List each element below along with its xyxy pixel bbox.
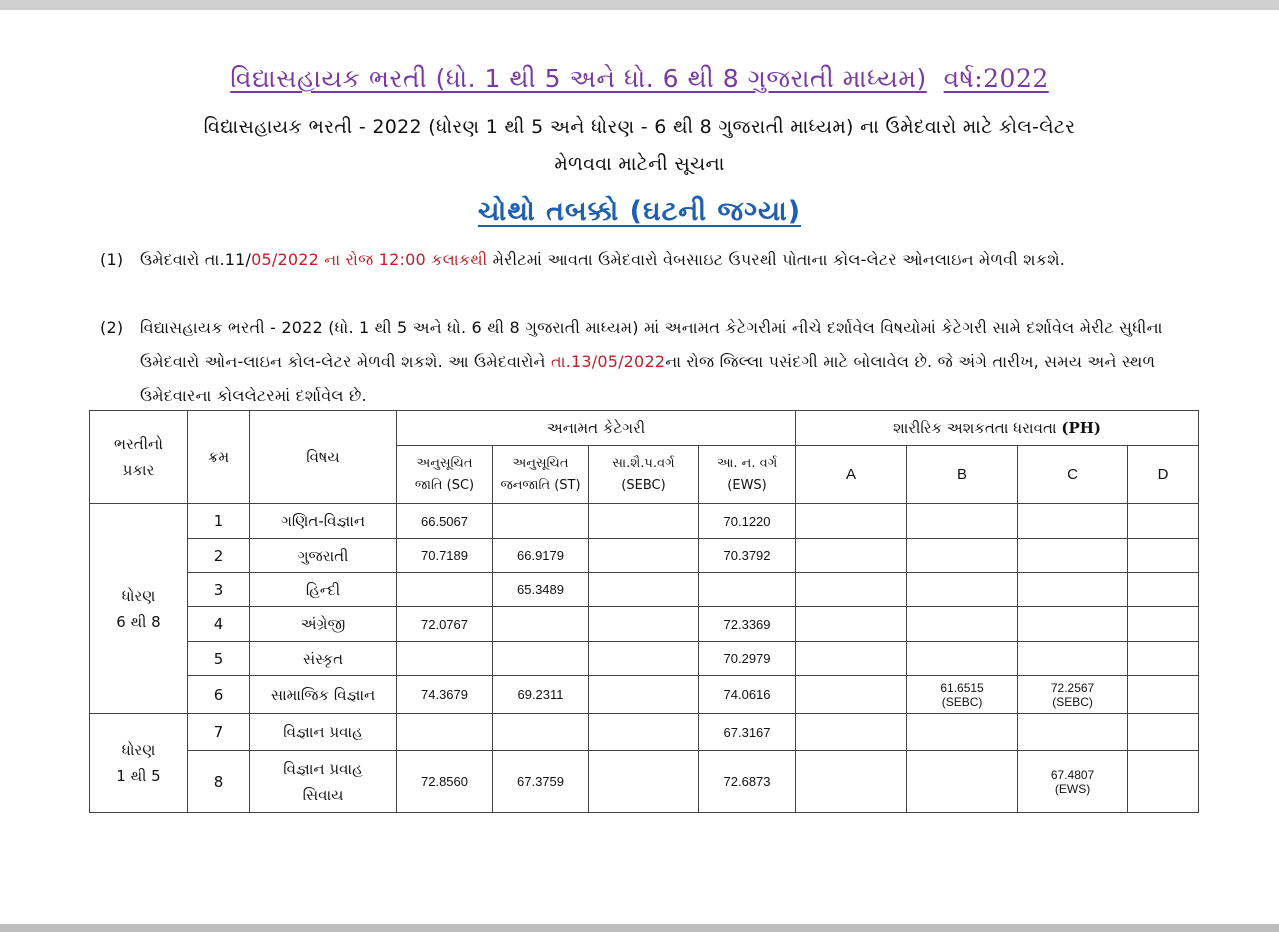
instruction-2-number: (2) [100,318,124,337]
cell-ph-c-note: (SEBC) [1052,694,1093,709]
cell-ph-a [796,642,907,676]
table-row [90,676,1199,714]
cell-ews: 74.0616 [699,676,796,714]
cell-ph-b-value: 61.6515 [940,680,984,695]
cell-sebc [589,573,699,607]
cell-st: 65.3489 [493,573,589,607]
cell-st: 66.9179 [493,539,589,573]
table-row [90,539,1199,573]
header-sc-line-1: અનુસૂચિત [416,455,473,471]
cell-subject: અંગ્રેજી [250,607,397,642]
table-row [90,642,1199,676]
header-sebc-line-2: (SEBC) [621,477,666,493]
cell-ph-d [1128,504,1199,539]
instruction-1-part-c: મેરીટમાં આવતા ઉમેદવારો વેબસાઇટ ઉપરથી પોતાના કોલ-લેટર ઓનલાઇન મેળવી શકશે. [487,250,1066,269]
table-header-row-1 [90,411,1199,446]
header-type-line-2: પ્રકાર [122,461,155,479]
cell-st [493,607,589,642]
table-row [90,573,1199,607]
cell-subject [250,751,397,813]
cell-st [493,642,589,676]
cell-sc: 66.5067 [397,504,493,539]
cell-sebc [589,539,699,573]
header-ews-line-2: (EWS) [727,477,767,493]
cell-st: 67.3759 [493,751,589,813]
cell-sc [397,573,493,607]
cell-sc: 74.3679 [397,676,493,714]
header-st-line-2: જનજાતિ (ST) [500,477,581,493]
cell-ph-c [1018,714,1128,751]
header-ph-text: શારીરિક અશકતતા ધરાવતા [893,419,1057,437]
merit-table [89,410,1199,813]
cell-sr: 8 [188,751,250,813]
cell-ews: 72.6873 [699,751,796,813]
instruction-2-part-a: વિદ્યાસહાયક ભરતી - 2022 (ધો. 1 થી 5 અને ધો. 6 થી 8 ગુજરાતી માધ્યમ) માં અનામત કેટેગરીમાં નીચે દર્શાવેલ વિષયોમાં કેટેગરી સામે દર્શાવેલ મેરીટ સુધીના ઉમેદવારો ઓન-લાઇન કોલ-લેટર મેળવી શકશે. આ ઉમેદવારોને [140,318,1163,371]
instruction-1-date: 05/2022 ના રોજ 12:00 કલાકથી [251,250,488,269]
cell-subject: સામાજિક વિજ્ઞાન [250,676,397,714]
instruction-2 [100,311,1200,413]
cell-sc: 70.7189 [397,539,493,573]
cell-sr: 1 [188,504,250,539]
cell-ph-c-value: 72.2567 [1050,680,1095,695]
cell-sebc [589,504,699,539]
header-st-line-1: અનુસૂચિત [512,455,569,471]
cell-ph-b [907,642,1018,676]
cell-ph-b [907,504,1018,539]
phase-text: ચોથો તબક્કો (ઘટની જગ્યા) [477,196,802,227]
instruction-2-date: તા.13/05/2022 [550,352,666,371]
cell-ph-d [1128,539,1199,573]
cell-sc [397,642,493,676]
cell-ph-c [1018,504,1128,539]
cell-subject: ગુજરાતી [250,539,397,573]
header-reserved-category: અનામત કેટેગરી [397,411,796,446]
group-2-line-1: ધોરણ [121,741,156,759]
cell-ph-a [796,607,907,642]
header-recruitment-type [90,411,188,504]
cell-ph-c [1018,573,1128,607]
instruction-1-part-a: ઉમેદવારો તા.11/ [140,250,252,269]
top-border [0,0,1279,10]
group-std-6-8 [90,504,188,714]
header-ews [699,446,796,504]
cell-sc: 72.0767 [397,607,493,642]
cell-subject: હિન્દી [250,573,397,607]
group-2-line-2: 1 થી 5 [116,767,161,785]
instruction-1-number: (1) [100,250,124,269]
cell-ph-b [907,539,1018,573]
cell-subject: ગણિત-વિજ્ઞાન [250,504,397,539]
header-type-line-1: ભરતીનો [114,435,163,453]
subtitle-line-1: વિદ્યાસહાયક ભરતી - 2022 (ધોરણ 1 થી 5 અને ધોરણ - 6 થી 8 ગુજરાતી માધ્યમ) ના ઉમેદવારો માટે કોલ-લેટર [203,116,1076,138]
cell-ews: 72.3369 [699,607,796,642]
instruction-2-text [140,311,1200,413]
cell-ph-b-note: (SEBC) [941,694,983,709]
header-st [493,446,589,504]
instruction-2-part-c: ના રોજ જિલ્લા પસંદગી માટે બોલાવેલ છે. જે અંગે તારીખ, સમય અને સ્થળ ઉમેદવારના કોલલેટરમાં દર્શાવેલ છે. [140,352,1156,405]
page-title [0,64,1279,94]
cell-ph-d [1128,573,1199,607]
cell-ews: 70.3792 [699,539,796,573]
cell-st [493,714,589,751]
header-ph-a: A [796,446,907,504]
cell-ph-b [907,676,1018,714]
header-sebc [589,446,699,504]
cell-ph-c [1018,642,1128,676]
header-ews-line-1: આ. ન. વર્ગ [716,455,778,471]
header-ph-c: C [1018,446,1128,504]
subtitle-line-2: મેળવવા માટેની સૂચના [554,153,725,175]
header-subject: વિષય [250,411,397,504]
cell-sebc [589,642,699,676]
cell-ph-b [907,751,1018,813]
cell-sr: 6 [188,676,250,714]
cell-ph-b [907,607,1018,642]
header-ph-d: D [1128,446,1199,504]
group-1-line-2: 6 થી 8 [116,612,161,631]
cell-ph-b [907,573,1018,607]
cell-ph-c-value: 67.4807 [1050,767,1095,782]
cell-subject-line-2: સિવાય [302,785,344,804]
header-sebc-line-1: સા.શૈ.પ.વર્ગ [612,455,675,471]
cell-sr: 4 [188,607,250,642]
cell-sebc [589,607,699,642]
cell-sc [397,714,493,751]
instruction-1 [100,243,1200,277]
title-text: વિદ્યાસહાયક ભરતી (ધો. 1 થી 5 અને ધો. 6 થી 8 ગુજરાતી માધ્યમ) [230,64,927,93]
cell-ph-a [796,714,907,751]
cell-ph-a [796,676,907,714]
table-row [90,751,1199,813]
cell-st [493,504,589,539]
cell-ph-c-note: (EWS) [1054,781,1091,796]
header-ph-abbr: (PH) [1061,419,1102,437]
cell-ph-d [1128,607,1199,642]
cell-ph-d [1128,714,1199,751]
title-year: વર્ષ:2022 [943,64,1049,93]
header-ph [796,411,1199,446]
cell-sr: 2 [188,539,250,573]
cell-ph-c [1018,539,1128,573]
cell-sr: 7 [188,714,250,751]
header-sr-no: ક્રમ [188,411,250,504]
cell-ph-a [796,504,907,539]
cell-ph-d [1128,676,1199,714]
table-row [90,714,1199,751]
group-1-line-1: ધોરણ [121,586,156,605]
cell-ews: 70.1220 [699,504,796,539]
cell-subject: સંસ્કૃત [250,642,397,676]
cell-ph-d [1128,751,1199,813]
group-std-1-5 [90,714,188,813]
cell-sr: 3 [188,573,250,607]
cell-ews: 70.2979 [699,642,796,676]
cell-ph-b [907,714,1018,751]
header-ph-b: B [907,446,1018,504]
cell-ph-d [1128,642,1199,676]
cell-sr: 5 [188,642,250,676]
cell-sebc [589,751,699,813]
cell-sebc [589,676,699,714]
cell-sebc [589,714,699,751]
header-sc [397,446,493,504]
cell-st: 69.2311 [493,676,589,714]
cell-ph-c [1018,751,1128,813]
cell-subject: વિજ્ઞાન પ્રવાહ [250,714,397,751]
table-row [90,504,1199,539]
cell-subject-line-1: વિજ્ઞાન પ્રવાહ [283,759,363,778]
bottom-border [0,924,1279,932]
header-sc-line-2: જાતિ (SC) [414,477,475,493]
cell-ews [699,573,796,607]
table-row [90,607,1199,642]
cell-ph-a [796,751,907,813]
cell-ph-a [796,539,907,573]
cell-ph-c [1018,607,1128,642]
phase-heading [0,196,1279,228]
cell-sc: 72.8560 [397,751,493,813]
cell-ph-c [1018,676,1128,714]
cell-ews: 67.3167 [699,714,796,751]
cell-ph-a [796,573,907,607]
instruction-1-text [140,243,1200,277]
